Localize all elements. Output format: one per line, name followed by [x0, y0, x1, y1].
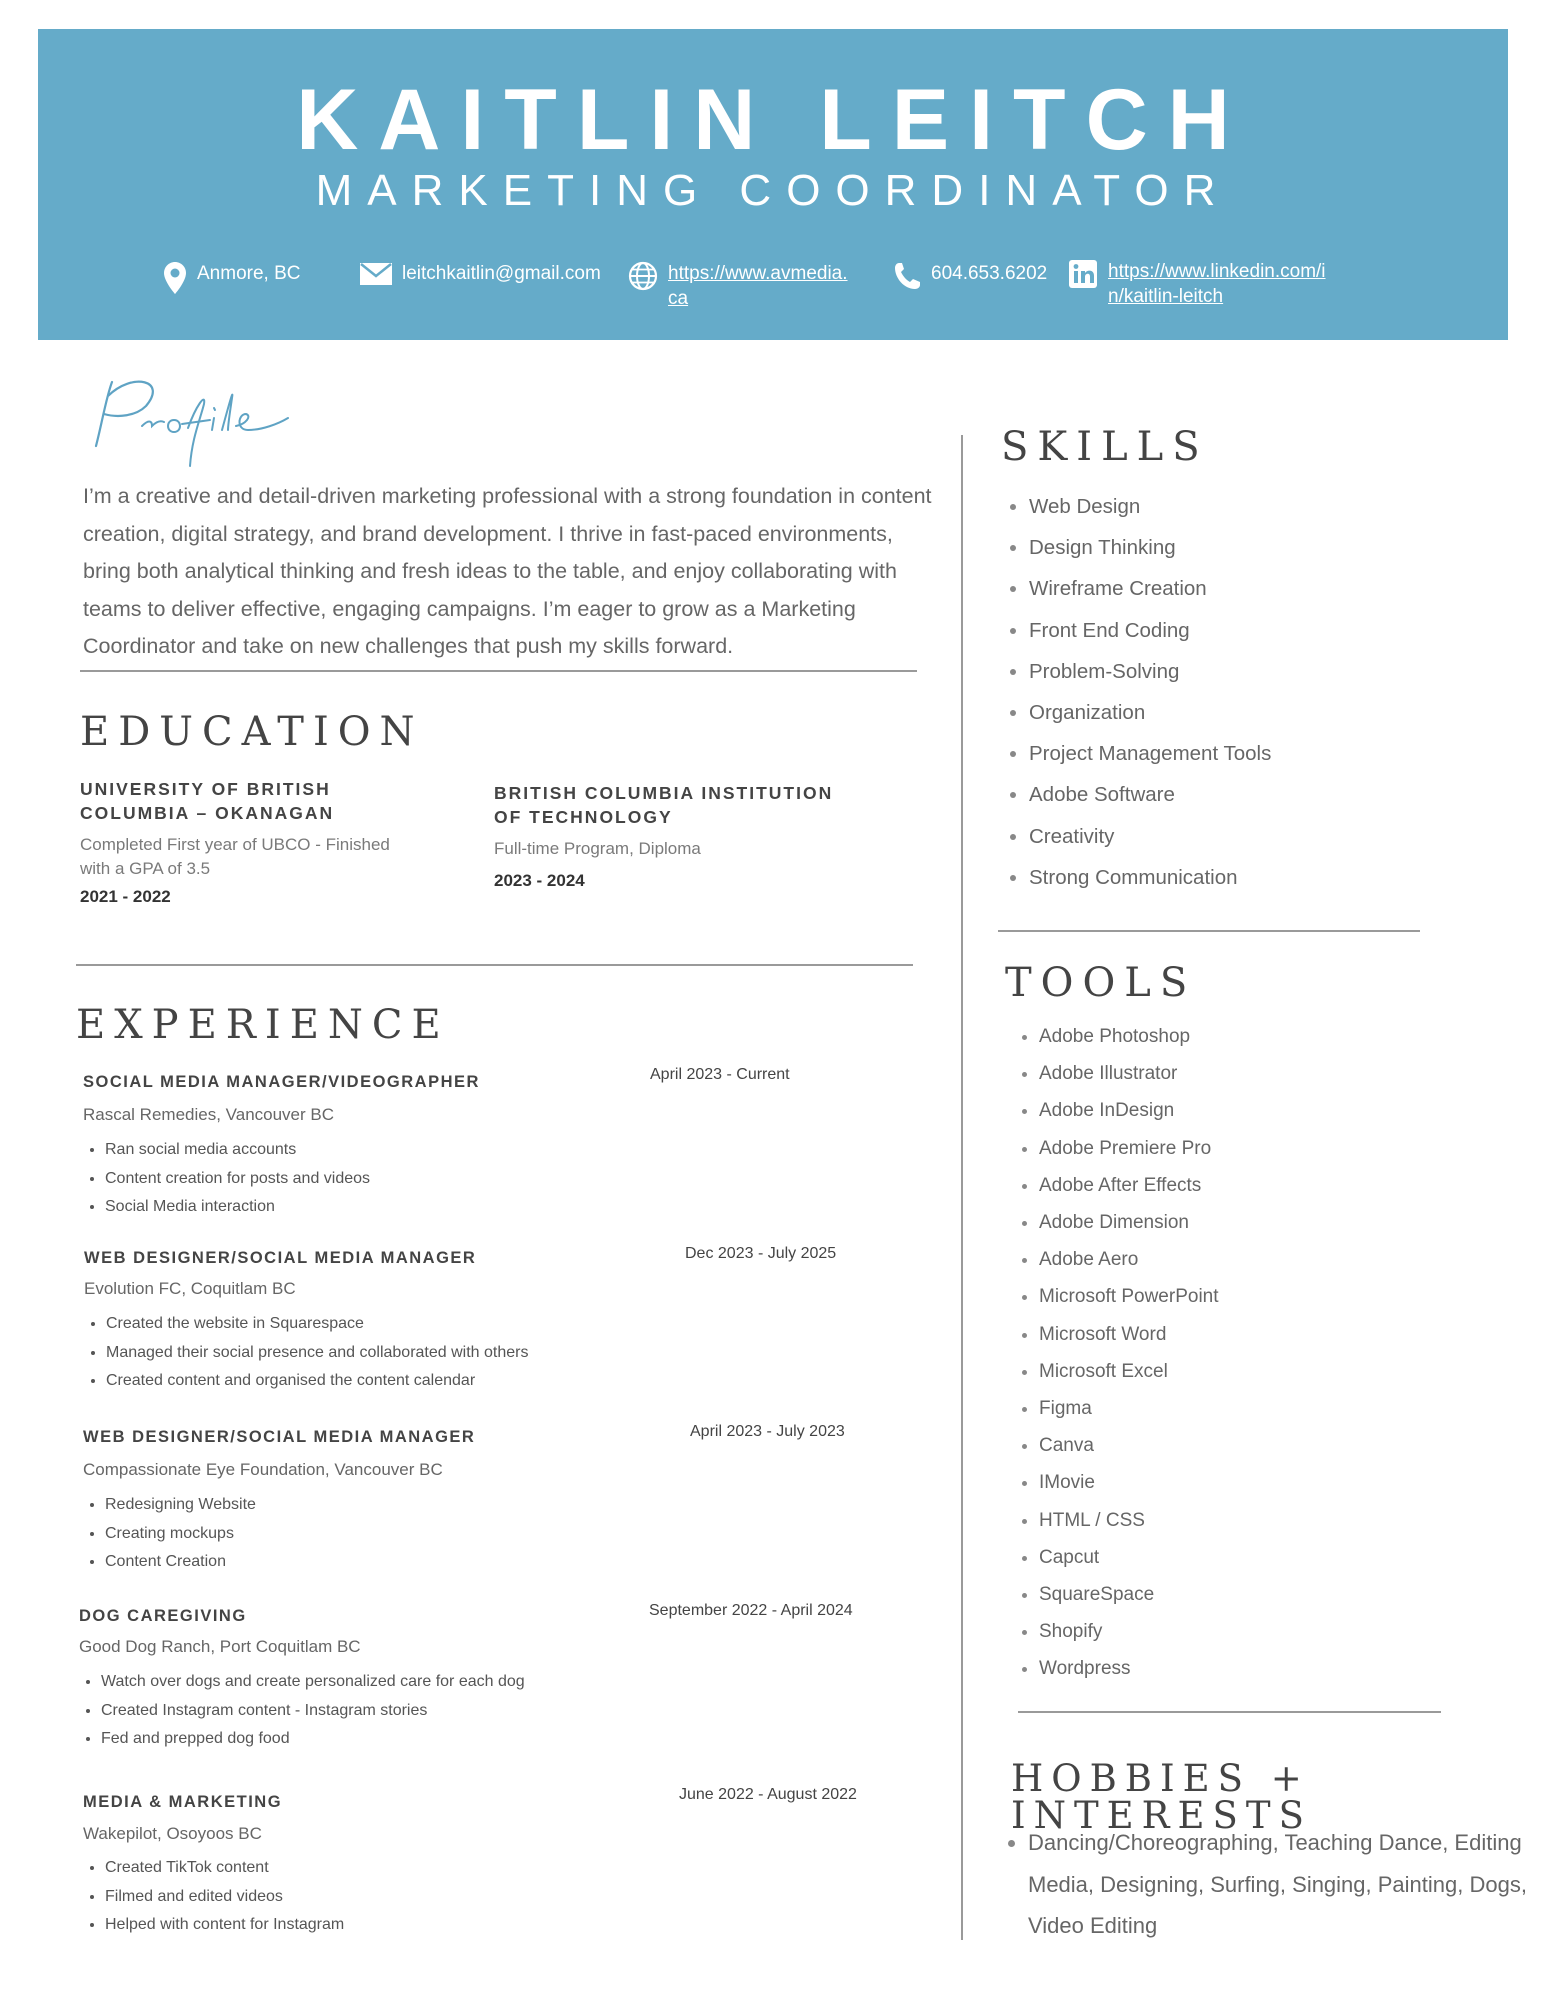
- job-bullets: [83, 1136, 883, 1222]
- hobby-item: • Dancing/Choreographing, Teaching Dance, Editing Media, Designing, Surfing, Singing, Painting, Dogs, Video Editing: [1028, 1822, 1538, 1947]
- hobbies-heading: HOBBIES + INTERESTS: [1011, 1757, 1312, 1837]
- email-text[interactable]: leitchkaitlin@gmail.com: [402, 263, 601, 284]
- education-school: UNIVERSITY OF BRITISH COLUMBIA – OKANAGAN: [80, 779, 335, 823]
- job-date: April 2023 - Current: [650, 1066, 790, 1083]
- divider: [998, 930, 1420, 932]
- linkedin-link[interactable]: https://www.linkedin.com/i n/kaitlin-leitch: [1108, 261, 1326, 307]
- tool-item: • Adobe Aero: [1039, 1241, 1519, 1278]
- skills-heading: SKILLS: [1001, 424, 1209, 470]
- skills-list: [1001, 486, 1509, 898]
- job-bullets: [79, 1668, 879, 1754]
- skill-item: • Creativity: [1029, 816, 1509, 857]
- phone-icon: [893, 261, 921, 291]
- job-date: Dec 2023 - July 2025: [685, 1245, 837, 1262]
- job-bullet: • Social Media interaction: [105, 1193, 883, 1222]
- job-bullet: • Created Instagram content - Instagram stories: [101, 1697, 879, 1726]
- job-bullet: • Fed and prepped dog food: [101, 1725, 879, 1754]
- education-detail: Completed First year of UBCO - Finished with a GPA of 3.5: [80, 835, 390, 878]
- job-bullet: • Ran social media accounts: [105, 1136, 883, 1165]
- tool-item: • Adobe After Effects: [1039, 1167, 1519, 1204]
- contact-email[interactable]: [360, 261, 601, 286]
- contact-phone[interactable]: [893, 261, 1047, 291]
- tool-item: • Canva: [1039, 1427, 1519, 1464]
- job-entry: [83, 1423, 883, 1577]
- tool-item: • HTML / CSS: [1039, 1502, 1519, 1539]
- skill-item: • Design Thinking: [1029, 527, 1509, 568]
- skill-item: • Organization: [1029, 692, 1509, 733]
- skill-item: • Adobe Software: [1029, 774, 1509, 815]
- tool-item: • IMovie: [1039, 1464, 1519, 1501]
- job-bullets: [84, 1310, 884, 1396]
- job-entry: [83, 1786, 883, 1940]
- job-bullet: • Filmed and edited videos: [105, 1883, 883, 1912]
- skill-item: • Front End Coding: [1029, 610, 1509, 651]
- job-role: MEDIA & MARKETING: [83, 1793, 283, 1811]
- header-banner: [38, 29, 1508, 340]
- tool-item: • Microsoft Excel: [1039, 1353, 1519, 1390]
- skill-item: • Web Design: [1029, 486, 1509, 527]
- job-date: June 2022 - August 2022: [679, 1786, 857, 1803]
- skill-item: • Problem-Solving: [1029, 651, 1509, 692]
- divider: [76, 964, 913, 966]
- job-company: Compassionate Eye Foundation, Vancouver BC: [83, 1460, 443, 1479]
- tool-item: • Adobe Dimension: [1039, 1204, 1519, 1241]
- job-title: MARKETING COORDINATOR: [315, 166, 1231, 215]
- phone-text[interactable]: 604.653.6202: [931, 263, 1048, 284]
- job-role: DOG CAREGIVING: [79, 1607, 247, 1625]
- job-bullet: • Creating mockups: [105, 1520, 883, 1549]
- globe-icon: [628, 261, 658, 291]
- education-heading: EDUCATION: [80, 709, 424, 755]
- contact-linkedin[interactable]: [1068, 259, 1326, 309]
- job-role: SOCIAL MEDIA MANAGER/VIDEOGRAPHER: [83, 1073, 480, 1091]
- tool-item: • Shopify: [1039, 1613, 1519, 1650]
- job-bullets: [83, 1491, 883, 1577]
- location-pin-icon: [163, 261, 187, 295]
- tool-item: • Adobe Premiere Pro: [1039, 1130, 1519, 1167]
- job-entry: [84, 1247, 884, 1396]
- candidate-name: KAITLIN LEITCH: [296, 72, 1250, 168]
- divider: [1018, 1711, 1441, 1713]
- profile-heading-script: [82, 368, 292, 478]
- job-role: WEB DESIGNER/SOCIAL MEDIA MANAGER: [83, 1428, 476, 1446]
- job-bullet: • Helped with content for Instagram: [105, 1911, 883, 1940]
- tool-item: • Microsoft PowerPoint: [1039, 1278, 1519, 1315]
- linkedin-icon: [1068, 259, 1098, 289]
- skill-item: • Project Management Tools: [1029, 733, 1509, 774]
- skill-item: • Strong Communication: [1029, 857, 1509, 898]
- location-text: Anmore, BC: [197, 263, 301, 284]
- job-date: April 2023 - July 2023: [690, 1423, 845, 1440]
- tool-item: • SquareSpace: [1039, 1576, 1519, 1613]
- tools-heading: TOOLS: [1005, 960, 1197, 1006]
- skill-item: • Wireframe Creation: [1029, 568, 1509, 609]
- education-item: [80, 777, 460, 909]
- tools-list: [1011, 1018, 1519, 1688]
- job-entry: [79, 1602, 879, 1754]
- website-link[interactable]: https://www.avmedia. ca: [668, 263, 848, 309]
- job-company: Good Dog Ranch, Port Coquitlam BC: [79, 1637, 361, 1656]
- divider: [80, 670, 917, 672]
- job-company: Rascal Remedies, Vancouver BC: [83, 1105, 335, 1124]
- job-bullet: • Managed their social presence and collaborated with others: [106, 1339, 884, 1368]
- job-bullets: [83, 1854, 883, 1940]
- tool-item: • Adobe Photoshop: [1039, 1018, 1519, 1055]
- job-bullet: • Created TikTok content: [105, 1854, 883, 1883]
- education-item: [494, 781, 894, 893]
- job-bullet: • Content Creation: [105, 1548, 883, 1577]
- tool-item: • Adobe Illustrator: [1039, 1055, 1519, 1092]
- education-years: 2021 - 2022: [80, 887, 171, 906]
- job-date: September 2022 - April 2024: [649, 1602, 853, 1619]
- tool-item: • Wordpress: [1039, 1650, 1519, 1687]
- contact-website[interactable]: [628, 261, 848, 311]
- education-school: BRITISH COLUMBIA INSTITUTION OF TECHNOLOGY: [494, 783, 834, 827]
- job-bullet: • Created the website in Squarespace: [106, 1310, 884, 1339]
- mail-icon: [360, 261, 392, 285]
- job-company: Evolution FC, Coquitlam BC: [84, 1279, 296, 1298]
- contact-location: [163, 261, 300, 295]
- column-divider: [961, 435, 963, 1940]
- education-years: 2023 - 2024: [494, 871, 585, 890]
- job-bullet: • Redesigning Website: [105, 1491, 883, 1520]
- tool-item: • Microsoft Word: [1039, 1316, 1519, 1353]
- tool-item: • Figma: [1039, 1390, 1519, 1427]
- profile-summary: I’m a creative and detail-driven marketing professional with a strong foundation in content creation, digital strategy, and brand development. I thrive in fast-paced environments, bring both analytical thinking and fresh ideas to the table, and enjoy collaborating with teams to deliver effective, engaging campaigns. I’m eager to grow as a Marketing Coordinator and take on new challenges that push my skills forward.: [83, 484, 932, 658]
- education-detail: Full-time Program, Diploma: [494, 839, 701, 858]
- job-company: Wakepilot, Osoyoos BC: [83, 1824, 262, 1843]
- hobbies-list: [1000, 1822, 1538, 1947]
- job-bullet: • Content creation for posts and videos: [105, 1165, 883, 1194]
- experience-heading: EXPERIENCE: [76, 1002, 450, 1048]
- tool-item: • Adobe InDesign: [1039, 1092, 1519, 1129]
- job-role: WEB DESIGNER/SOCIAL MEDIA MANAGER: [84, 1249, 477, 1267]
- job-entry: [83, 1066, 883, 1222]
- job-bullet: • Watch over dogs and create personalized care for each dog: [101, 1668, 879, 1697]
- tool-item: • Capcut: [1039, 1539, 1519, 1576]
- job-bullet: • Created content and organised the content calendar: [106, 1367, 884, 1396]
